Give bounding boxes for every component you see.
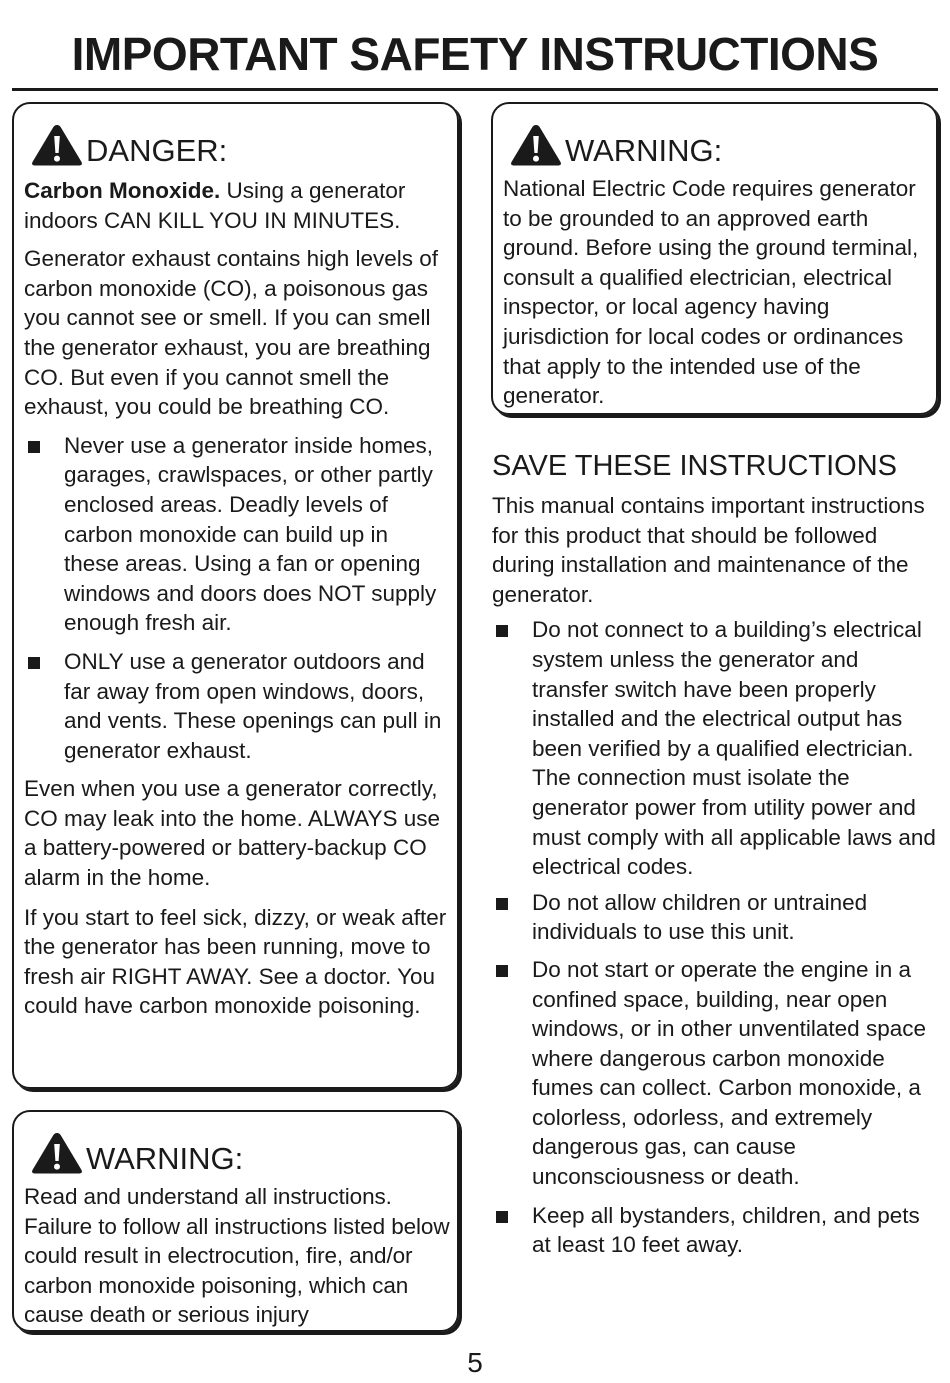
warning-text: Read and understand all instructions. Failure to follow all instructions listed below could result in electrocution, fire, and/or carbon monoxide poisoning, which can cause death or serious injury — [24, 1184, 450, 1328]
bullet-text: Never use a generator inside homes, garages, crawlspaces, or other partly enclosed areas. Deadly levels of carbon monoxide can build up in these areas. Using a fan or opening windows and doors does NOT supply enough fresh air. — [64, 432, 437, 636]
warning-heading-row — [22, 1126, 451, 1176]
bullet-square-icon — [496, 1211, 508, 1223]
warning-heading-row — [501, 118, 928, 168]
page-title: IMPORTANT SAFETY INSTRUCTIONS — [71, 28, 879, 80]
list-item — [492, 1201, 937, 1260]
list-item — [492, 615, 937, 881]
bullet-text: Do not start or operate the engine in a confined space, building, near open windows, or in other unventilated space where dangerous carbon monoxide fumes can collect. Carbon monoxide, a colorless, odorless, and extremely dangerous gas, can cause unconsciousness or death. — [532, 956, 926, 1190]
danger-heading: DANGER: — [86, 133, 228, 168]
warning-text: National Electric Code requires generator to be grounded to an approved earth ground. Before using the ground terminal, consult a qualified electrician, electrical inspector, or local agency having jurisdiction for local codes or ordinances that apply to the intended use of the generator. — [503, 176, 919, 409]
danger-paragraph-exhaust: Generator exhaust contains high levels of carbon monoxide (CO), a poisonous gas you cannot see or smell. If you can smell the generator exhaust, you are breathing CO. But even if you cannot smell the exhaust, you could be breathing CO. — [24, 246, 438, 420]
save-instructions-body — [492, 491, 937, 1260]
warning-box-grounding — [491, 102, 938, 415]
list-item — [24, 431, 447, 638]
danger-lead — [24, 176, 447, 235]
save-bullet-list — [492, 615, 937, 1259]
warning-triangle-icon — [30, 122, 84, 168]
danger-box — [12, 102, 459, 1089]
warning-heading: WARNING: — [86, 1141, 244, 1176]
bullet-text: Do not connect to a building’s electrical system unless the generator and transfer switch have been properly installed and the electrical output has been verified by a qualified electrician. The connection must isolate the generator power from utility power and must comply with all applicable laws and electrical codes. — [532, 617, 936, 880]
danger-heading-row — [22, 118, 447, 168]
bullet-square-icon — [28, 657, 40, 669]
list-item — [492, 955, 937, 1192]
danger-paragraph-alarm: Even when you use a generator correctly, CO may leak into the home. ALWAYS use a battery-powered or battery-backup CO alarm in the home. — [24, 776, 441, 891]
warning-triangle-icon — [30, 1130, 84, 1176]
bullet-square-icon — [28, 441, 40, 453]
save-instructions-heading: SAVE THESE INSTRUCTIONS — [492, 450, 897, 482]
danger-lead-text: Using a generator indoors CAN KILL YOU IN MINUTES. — [24, 178, 406, 233]
page-number: 5 — [467, 1347, 483, 1378]
bullet-text: Do not allow children or untrained individuals to use this unit. — [532, 889, 868, 945]
list-item — [492, 888, 937, 947]
danger-paragraph-sick: If you start to feel sick, dizzy, or weak after the generator has been running, move to fresh air RIGHT AWAY. See a doctor. You could have carbon monoxide poisoning. — [24, 904, 447, 1019]
warning-box-read-instructions — [12, 1110, 459, 1332]
bullet-square-icon — [496, 625, 508, 637]
danger-lead-bold: Carbon Monoxide. — [24, 178, 221, 203]
bullet-text: Keep all bystanders, children, and pets at least 10 feet away. — [532, 1202, 920, 1258]
warning-triangle-icon — [509, 122, 563, 168]
bullet-square-icon — [496, 965, 508, 977]
danger-bullet-list — [24, 431, 447, 766]
save-intro: This manual contains important instructions for this product that should be followed during installation and maintenance of the generator. — [492, 493, 925, 607]
warning-heading: WARNING: — [565, 133, 723, 168]
list-item — [24, 647, 447, 765]
title-divider — [12, 88, 938, 91]
bullet-text: ONLY use a generator outdoors and far away from open windows, doors, and vents. These openings can pull in generator exhaust. — [64, 648, 442, 763]
bullet-square-icon — [496, 898, 508, 910]
